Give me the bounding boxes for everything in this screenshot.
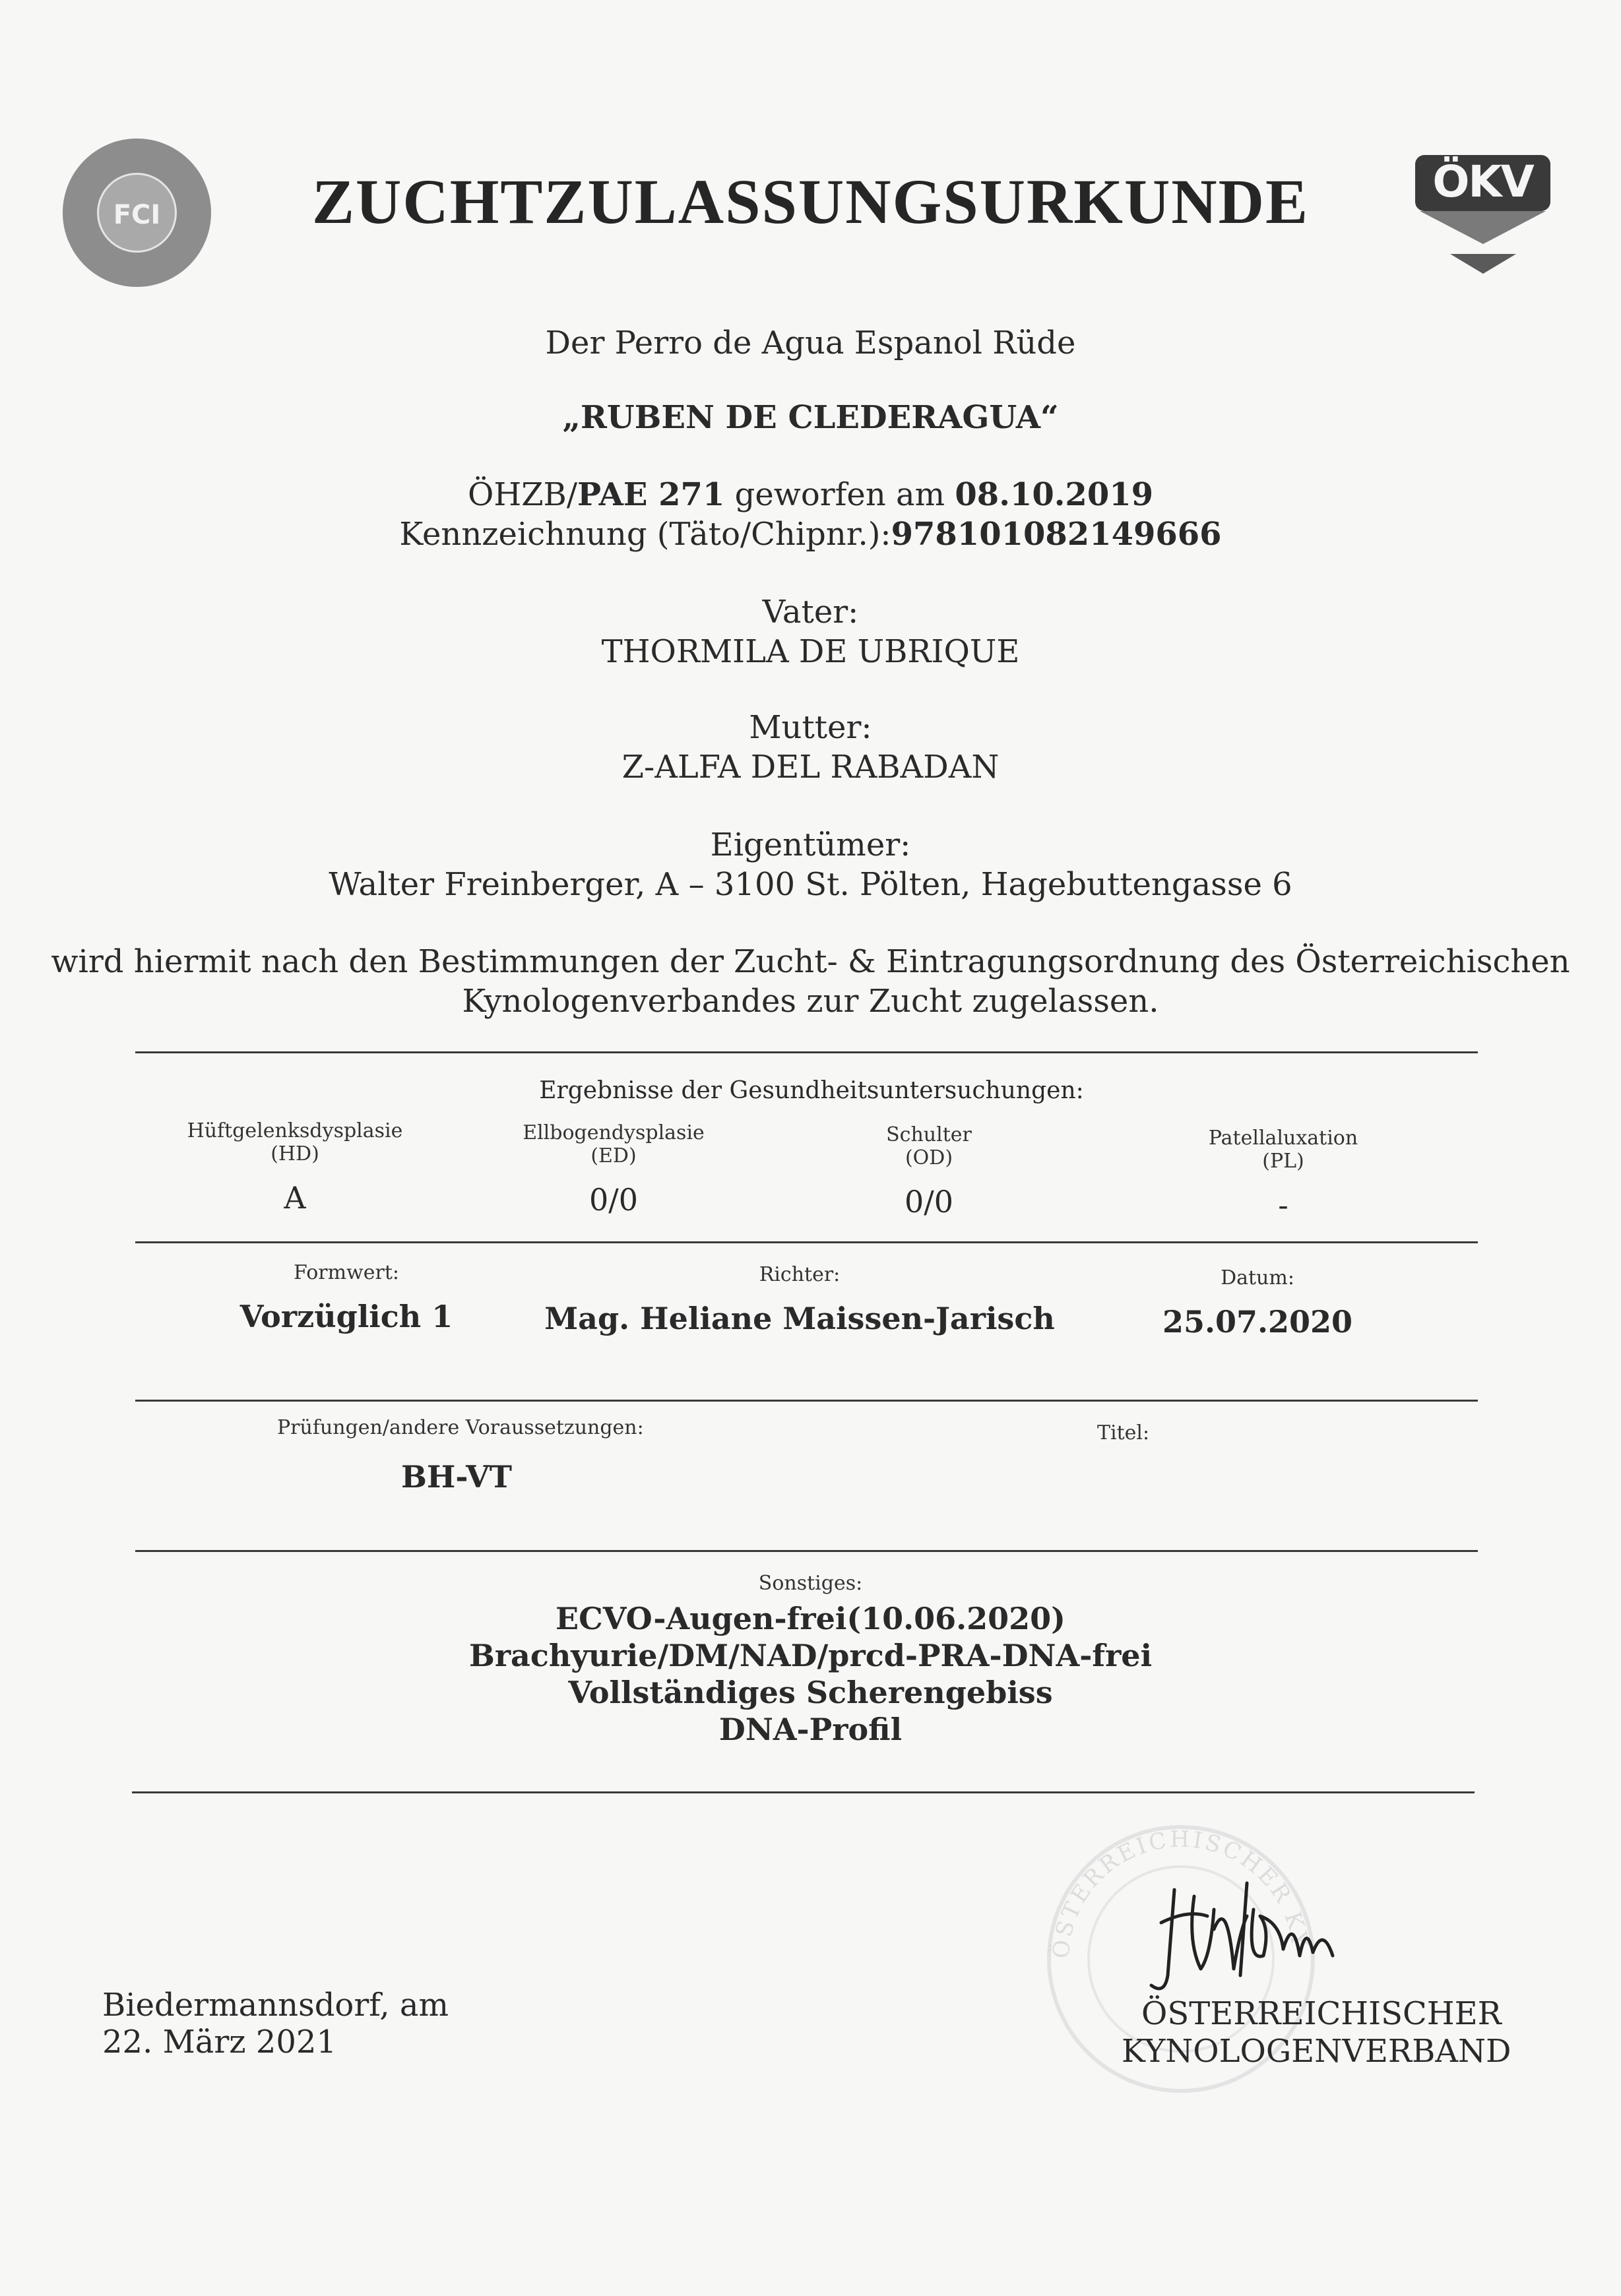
other-label: Sonstiges:: [758, 1572, 863, 1595]
footer-date: 22. März 2021: [102, 2024, 337, 2061]
mother-label: Mutter:: [749, 709, 872, 746]
richter-label: Richter:: [759, 1263, 841, 1286]
health-item-od: [797, 1123, 1061, 1220]
org-line-1: ÖSTERREICHISCHER: [1141, 1995, 1502, 2032]
health-item-pl: [1151, 1127, 1415, 1223]
chip-number: 978101082149666: [891, 516, 1222, 553]
health-value: A: [284, 1180, 306, 1216]
other-line: Vollständiges Scherengebiss: [568, 1675, 1053, 1710]
other-line: ECVO-Augen-frei(10.06.2020): [556, 1601, 1065, 1636]
health-item-hd: [163, 1119, 427, 1216]
health-label: Patellaluxation: [1208, 1127, 1358, 1150]
father-name: THORMILA DE UBRIQUE: [601, 633, 1020, 670]
health-heading: Ergebnisse der Gesundheitsuntersuchungen:: [539, 1077, 1084, 1104]
divider: [135, 1400, 1478, 1402]
exams-label: Prüfungen/andere Voraussetzungen:: [277, 1416, 644, 1439]
health-label: Hüftgelenksdysplasie: [187, 1119, 403, 1142]
health-label: Ellbogendysplasie: [523, 1121, 705, 1144]
seal-text: ÖSTERREICHISCHER KY: [1048, 1826, 1314, 1960]
exams-value: BH-VT: [401, 1459, 513, 1495]
dog-name: „RUBEN DE CLEDERAGUA“: [562, 399, 1059, 436]
statement-line-1: wird hiermit nach den Bestimmungen der Zucht- & Eintragungsordnung des Österreichischen: [51, 943, 1570, 980]
oekv-logo-text: ÖKV: [1432, 156, 1533, 207]
footer-place: Biedermannsdorf, am: [102, 1987, 449, 2024]
datum-value: 25.07.2020: [1162, 1304, 1353, 1340]
health-abbr: (ED): [590, 1144, 637, 1167]
health-abbr: (PL): [1262, 1150, 1304, 1173]
other-line: DNA-Profil: [718, 1712, 903, 1747]
born-date: 08.10.2019: [955, 476, 1154, 513]
org-line-2: KYNOLOGENVERBAND: [1122, 2033, 1511, 2070]
fci-logo-text: FCI: [113, 200, 161, 230]
divider: [135, 1051, 1478, 1053]
chip-label: Kennzeichnung (Täto/Chipnr.):: [399, 516, 891, 553]
health-label: Schulter: [886, 1123, 972, 1146]
richter-value: Mag. Heliane Maissen-Jarisch: [544, 1301, 1055, 1336]
titel-label: Titel:: [1097, 1421, 1150, 1444]
datum-label: Datum:: [1221, 1266, 1294, 1289]
health-item-ed: [482, 1121, 746, 1218]
richter-block: [536, 1263, 1064, 1336]
owner-label: Eigentümer:: [710, 826, 911, 863]
registration-prefix: ÖHZB/: [467, 476, 577, 513]
owner-value: Walter Freinberger, A – 3100 St. Pölten, Hagebuttengasse 6: [329, 866, 1292, 903]
formwert-block: [214, 1261, 478, 1334]
signature: [1148, 1870, 1366, 2002]
health-value: 0/0: [904, 1184, 954, 1220]
page-title: ZUCHTZULASSUNGSURKUNDE: [312, 166, 1309, 237]
registration-line: [0, 476, 1621, 513]
registration-number: PAE 271: [577, 476, 725, 513]
other-line: Brachyurie/DM/NAD/prcd-PRA-DNA-frei: [468, 1638, 1153, 1673]
health-value: -: [1278, 1187, 1288, 1223]
formwert-value: Vorzüglich 1: [239, 1299, 453, 1334]
mother-name: Z-ALFA DEL RABADAN: [621, 749, 1000, 786]
father-label: Vater:: [762, 594, 859, 631]
chip-line: [0, 516, 1621, 553]
datum-block: [1126, 1266, 1389, 1340]
born-label: geworfen am: [724, 476, 955, 513]
divider: [135, 1241, 1478, 1243]
formwert-label: Formwert:: [294, 1261, 399, 1284]
health-abbr: (HD): [270, 1142, 319, 1165]
divider: [135, 1550, 1478, 1552]
intro-text: Der Perro de Agua Espanol Rüde: [545, 325, 1076, 361]
statement-line-2: Kynologenverbandes zur Zucht zugelassen.: [462, 983, 1159, 1020]
divider: [132, 1791, 1475, 1793]
health-abbr: (OD): [905, 1146, 953, 1169]
health-value: 0/0: [588, 1182, 639, 1218]
